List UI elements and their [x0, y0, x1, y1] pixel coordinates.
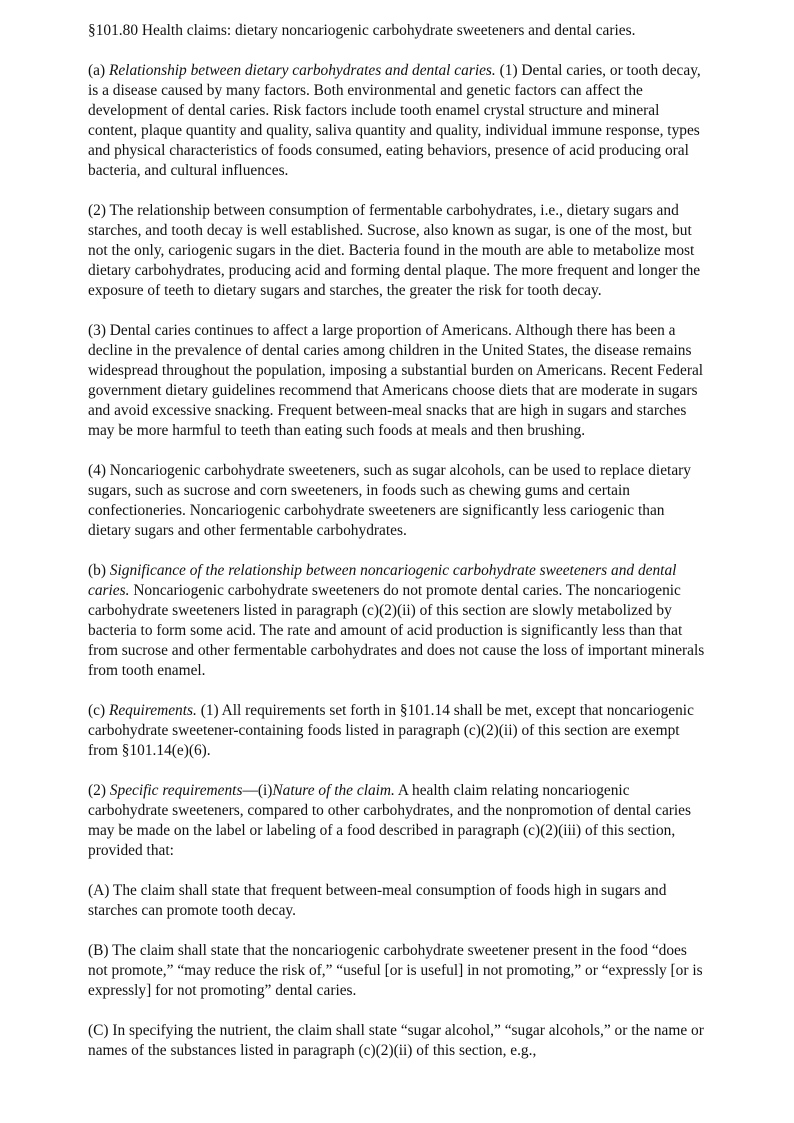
paragraph-B: (B) The claim shall state that the noncariogenic carbohydrate sweetener present in the food “does not promote,” “may reduce the risk of,” “useful [or is useful] in not promoting,” or “expressly [or is expressly] for not promoting” dental caries.	[88, 942, 703, 999]
paragraph-b	[88, 561, 708, 681]
paragraph-separator: —(i)	[242, 782, 273, 799]
paragraph-prefix: (c)	[88, 702, 109, 719]
paragraph-a-1	[88, 61, 708, 181]
paragraph-a-3: (3) Dental caries continues to affect a large proportion of Americans. Although there has been a decline in the prevalence of dental caries among children in the United States, the disease remains widespread throughout the population, imposing a substantial burden on Americans. Recent Federal government dietary guidelines recommend that Americans choose diets that are moderate in sugars and avoid excessive snacking. Frequent between-meal snacks that are high in sugars and starches may be more harmful to teeth than eating such foods at meals and then brushing.	[88, 322, 704, 439]
paragraph-subtitle: Nature of the claim.	[272, 782, 395, 799]
paragraph-a-2: (2) The relationship between consumption of fermentable carbohydrates, i.e., dietary sugars and starches, and tooth decay is well established. Sucrose, also known as sugar, is one of the most, but not the only, cariogenic sugars in the diet. Bacteria found in the mouth are able to metabolize most dietary carbohydrates, producing acid and forming dental plaque. The more frequent and longer the exposure of teeth to dietary sugars and starches, the greater the risk for tooth decay.	[88, 202, 701, 299]
paragraph-title: Relationship between dietary carbohydrates and dental caries.	[108, 62, 496, 79]
paragraph-text: (1) Dental caries, or tooth decay, is a disease caused by many factors. Both environmental and genetic factors can affect the development of dental caries. Risk factors include tooth enamel crystal structure and mineral content, plaque quantity and quality, saliva quantity and quality, individual immune response, types and physical characteristics of foods consumed, eating behaviors, presence of acid producing oral bacteria, and cultural influences.	[88, 62, 701, 179]
paragraph-text: A health claim relating noncariogenic carbohydrate sweeteners, compared to other carbohydrates, and the nonpromotion of dental caries may be made on the label or labeling of a food described in paragraph (c)(2)(iii) of this section, provided that:	[88, 782, 691, 859]
paragraph-a-4: (4) Noncariogenic carbohydrate sweeteners, such as sugar alcohols, can be used to replace dietary sugars, such as sucrose and corn sweeteners, in foods such as chewing gums and certain confectioneries. Noncariogenic carbohydrate sweeteners are significantly less cariogenic than dietary sugars and other fermentable carbohydrates.	[88, 462, 691, 539]
paragraph-prefix: (a)	[88, 62, 109, 79]
paragraph-c-1	[88, 701, 708, 761]
paragraph-A: (A) The claim shall state that frequent between-meal consumption of foods high in sugars and starches can promote tooth decay.	[88, 882, 667, 919]
paragraph-C: (C) In specifying the nutrient, the claim shall state “sugar alcohol,” “sugar alcohols,” or the name or names of the substances listed in paragraph (c)(2)(ii) of this section, e.g.,	[88, 1022, 704, 1059]
paragraph-text: Noncariogenic carbohydrate sweeteners do not promote dental caries. The noncariogenic carbohydrate sweeteners listed in paragraph (c)(2)(ii) of this section are slowly metabolized by bacteria to form some acid. The rate and amount of acid production is significantly less than that from sucrose and other fermentable carbohydrates and does not cause the loss of important minerals from tooth enamel.	[88, 582, 705, 679]
paragraph-prefix: (b)	[88, 562, 110, 579]
section-heading: §101.80 Health claims: dietary noncariogenic carbohydrate sweeteners and dental caries.	[88, 22, 636, 39]
paragraph-text: (1) All requirements set forth in §101.14 shall be met, except that noncariogenic carbohydrate sweetener-containing foods listed in paragraph (c)(2)(ii) of this section are exempt from §101.14(e)(6).	[88, 702, 694, 759]
paragraph-prefix: (2)	[88, 782, 110, 799]
document-page	[88, 21, 708, 1061]
paragraph-title: Significance of the relationship between noncariogenic carbohydrate sweeteners and dental caries.	[88, 562, 677, 599]
paragraph-title: Requirements.	[108, 702, 197, 719]
paragraph-title: Specific requirements	[109, 782, 243, 799]
paragraph-c-2	[88, 781, 708, 861]
